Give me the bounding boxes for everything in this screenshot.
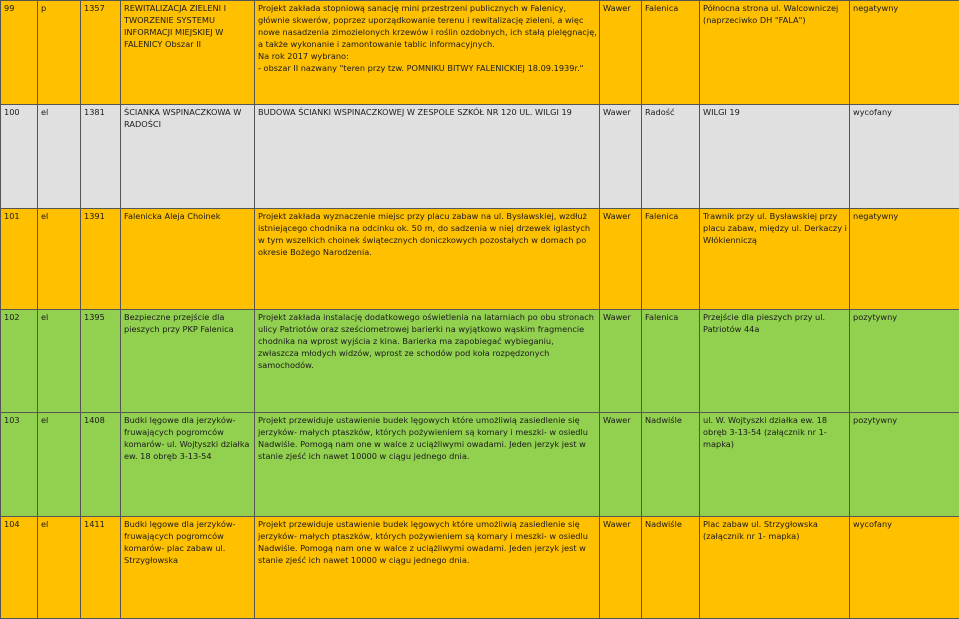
row-number: 104 [1,517,38,619]
table-row [1,105,959,209]
area: Falenica [642,209,700,310]
row-type: el [38,105,81,209]
area: Radość [642,105,700,209]
area: Falenica [642,310,700,413]
project-title: Budki lęgowe dla jerzyków- fruwających pogromców komarów- ul. Wojtyszki działka ew. 18 obręb 3-13-54 [121,413,255,517]
project-title: Budki lęgowe dla jerzyków- fruwających pogromców komarów- plac zabaw ul. Strzygłowska [121,517,255,619]
district: Wawer [600,310,642,413]
district: Wawer [600,209,642,310]
project-description: BUDOWA ŚCIANKI WSPINACZKOWEJ W ZESPOLE SZKÓŁ NR 120 UL. WILGI 19 [255,105,600,209]
project-id: 1381 [81,105,121,209]
location: Plac zabaw ul. Strzygłowska (załącznik nr 1- mapka) [700,517,850,619]
row-number: 99 [1,1,38,105]
table-row [1,517,959,619]
row-number: 100 [1,105,38,209]
project-id: 1408 [81,413,121,517]
project-title: REWITALIZACJA ZIELENI I TWORZENIE SYSTEMU INFORMACJI MIEJSKIEJ W FALENICY Obszar II [121,1,255,105]
project-id: 1391 [81,209,121,310]
area: Falenica [642,1,700,105]
district: Wawer [600,413,642,517]
status: pozytywny [850,413,959,517]
row-number: 102 [1,310,38,413]
location: WILGI 19 [700,105,850,209]
row-type: el [38,310,81,413]
project-description: Projekt przewiduje ustawienie budek lęgowych które umożliwią zasiedlenie się jerzyków- małych ptaszków, których pożywieniem są komary i meszki- w osiedlu Nadwiśle. Pomogą nam one w walce z uciążliwymi owadami. Jeden jerzyk jest w stanie zjeść ich nawet 10000 w ciągu jednego dnia. [255,413,600,517]
district: Wawer [600,517,642,619]
location: Północna strona ul. Walcowniczej (naprzeciwko DH "FALA") [700,1,850,105]
project-id: 1395 [81,310,121,413]
project-description: Projekt zakłada wyznaczenie miejsc przy placu zabaw na ul. Bysławskiej, wzdłuż istniejącego chodnika na odcinku ok. 50 m, do sadzenia w niej drzewek iglastych w tym wszelkich choinek świątecznych doniczkowych pozostałych w domach po okresie Bożego Narodzenia. [255,209,600,310]
table-row [1,413,959,517]
table-row [1,209,959,310]
row-type: el [38,413,81,517]
row-type: el [38,209,81,310]
status: wycofany [850,517,959,619]
area: Nadwiśle [642,517,700,619]
table-row [1,310,959,413]
project-description: Projekt zakłada instalację dodatkowego oświetlenia na latarniach po obu stronach ulicy Patriotów oraz sześciometrowej barierki na wyjątkowo wąskim fragmencie chodnika na wprost wyjścia z kina. Barierka ma zapobiegać wybieganiu, zwłaszcza młodych widzów, wprost ze schodów pod koła rozpędzonych samochodów. [255,310,600,413]
location: Trawnik przy ul. Bysławskiej przy placu zabaw, między ul. Derkaczy i Włókienniczą [700,209,850,310]
project-description: Projekt zakłada stopniową sanację mini przestrzeni publicznych w Falenicy, głównie skwerów, poprzez uporządkowanie terenu i rewitalizację zieleni, a więc nowe nasadzenia zimozielonych krzewów i roślin ozdobnych, ich stałą pielęgnację, a także wykonanie i zamontowanie tablic informacyjnych. Na rok 2017 wybrano: - obszar II nazwany "teren przy tzw. POMNIKU BITWY FALENICKIEJ 18.09.1939r." [255,1,600,105]
location: Przejście dla pieszych przy ul. Patriotów 44a [700,310,850,413]
status: wycofany [850,105,959,209]
district: Wawer [600,105,642,209]
project-title: ŚCIANKA WSPINACZKOWA W RADOŚCI [121,105,255,209]
project-id: 1357 [81,1,121,105]
row-number: 103 [1,413,38,517]
project-title: Bezpieczne przejście dla pieszych przy PKP Falenica [121,310,255,413]
row-type: el [38,517,81,619]
project-title: Falenicka Aleja Choinek [121,209,255,310]
row-type: p [38,1,81,105]
status: negatywny [850,209,959,310]
status: negatywny [850,1,959,105]
status: pozytywny [850,310,959,413]
row-number: 101 [1,209,38,310]
district: Wawer [600,1,642,105]
area: Nadwiśle [642,413,700,517]
project-id: 1411 [81,517,121,619]
project-description: Projekt przewiduje ustawienie budek lęgowych które umożliwią zasiedlenie się jerzyków- małych ptaszków, których pożywieniem są komary i meszki- w osiedlu Nadwiśle. Pomogą nam one w walce z uciążliwymi owadami. Jeden jerzyk jest w stanie zjeść ich nawet 10000 w ciągu jednego dnia. [255,517,600,619]
location: ul. W. Wojtyszki działka ew. 18 obręb 3-13-54 (załącznik nr 1- mapka) [700,413,850,517]
table-row [1,1,959,105]
